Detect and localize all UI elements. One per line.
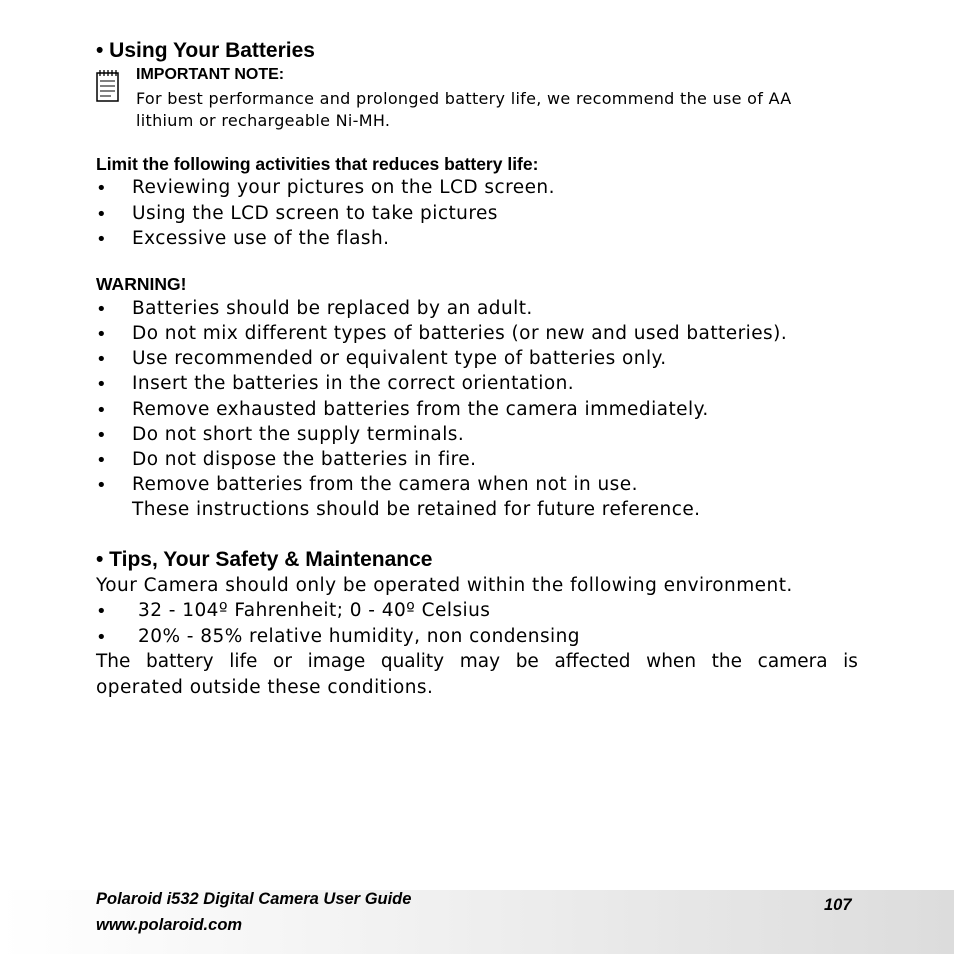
important-note-label: IMPORTANT NOTE:: [136, 66, 285, 83]
list-item: Excessive use of the flash.: [132, 228, 390, 249]
warning-heading: WARNING!: [96, 274, 187, 294]
word: or: [273, 651, 292, 672]
word: the: [711, 651, 743, 672]
page-footer: [0, 890, 954, 954]
word: image: [307, 651, 366, 672]
list-item: Do not mix different types of batteries (or new and used batteries).: [132, 323, 788, 344]
word: be: [515, 651, 539, 672]
word: affected: [554, 651, 631, 672]
list-item: Insert the batteries in the correct orientation.: [132, 373, 575, 394]
bullet: •: [96, 299, 107, 320]
word: battery: [146, 651, 214, 672]
list-item: Do not short the supply terminals.: [132, 424, 465, 445]
environment-intro: Your Camera should only be operated within the following environment.: [96, 575, 793, 596]
guide-title: Polaroid i532 Digital Camera User Guide: [96, 890, 412, 908]
notepad-icon: [96, 69, 120, 103]
list-item: Reviewing your pictures on the LCD screen.: [132, 177, 555, 198]
list-item: 20% - 85% relative humidity, non condensing: [138, 626, 580, 647]
list-item: Remove batteries from the camera when not in use.: [132, 474, 638, 495]
conditions-closing-line-1: [96, 651, 858, 672]
list-item: Batteries should be replaced by an adult.: [132, 298, 533, 319]
word: camera: [757, 651, 828, 672]
list-item: 32 - 104º Fahrenheit; 0 - 40º Celsius: [138, 600, 491, 621]
bullet: •: [96, 425, 107, 446]
word: is: [843, 651, 858, 672]
conditions-closing-line-2: operated outside these conditions.: [96, 677, 434, 698]
list-item: Remove exhausted batteries from the camera immediately.: [132, 399, 709, 420]
bullet: •: [96, 374, 107, 395]
bullet: •: [96, 178, 107, 199]
bullet: •: [96, 229, 107, 250]
batteries-heading: • Using Your Batteries: [96, 39, 315, 62]
important-note-line-2: lithium or rechargeable Ni-MH.: [136, 111, 391, 130]
important-note-line-1: For best performance and prolonged battery life, we recommend the use of AA: [136, 89, 792, 108]
bullet: •: [96, 627, 107, 648]
retain-instructions-note: These instructions should be retained for future reference.: [132, 499, 701, 520]
bullet: •: [96, 349, 107, 370]
safety-heading: • Tips, Your Safety & Maintenance: [96, 548, 433, 571]
word: may: [459, 651, 501, 672]
list-item: Do not dispose the batteries in fire.: [132, 449, 477, 470]
word: when: [646, 651, 697, 672]
list-item: Use recommended or equivalent type of batteries only.: [132, 348, 667, 369]
limit-activities-heading: Limit the following activities that reduces battery life:: [96, 154, 539, 174]
page-number: 107: [824, 896, 852, 914]
bullet: •: [96, 324, 107, 345]
list-item: Using the LCD screen to take pictures: [132, 203, 498, 224]
bullet: •: [96, 400, 107, 421]
website-link[interactable]: www.polaroid.com: [96, 916, 243, 934]
word: life: [229, 651, 258, 672]
bullet: •: [96, 475, 107, 496]
bullet: •: [96, 450, 107, 471]
bullet: •: [96, 601, 107, 622]
word: The: [96, 651, 131, 672]
word: quality: [380, 651, 445, 672]
bullet: •: [96, 204, 107, 225]
